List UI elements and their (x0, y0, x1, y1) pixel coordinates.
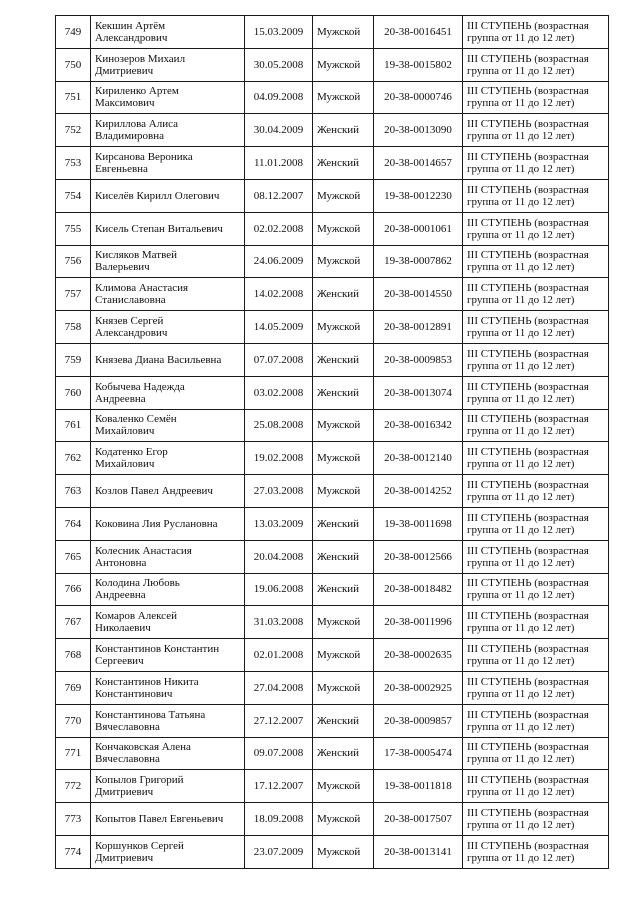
birth-date-cell: 31.03.2008 (245, 606, 313, 639)
level-cell (463, 376, 609, 409)
level-cell-line: группа от 11 до 12 лет) (467, 655, 575, 668)
level-cell-line: группа от 11 до 12 лет) (467, 327, 575, 340)
level-cell (463, 409, 609, 442)
level-cell-line: группа от 11 до 12 лет) (467, 786, 575, 799)
full-name-cell-line: Копылов Григорий (95, 774, 184, 787)
birth-date-cell: 19.02.2008 (245, 442, 313, 475)
full-name-cell-line: Кирсанова Вероника (95, 151, 193, 164)
row-number-cell: 749 (56, 16, 91, 49)
full-name-cell-line: Александрович (95, 31, 168, 44)
gender-cell: Мужской (313, 803, 374, 836)
full-name-cell-line: Кончаковская Алена (95, 741, 191, 754)
full-name-cell-line: Дмитриевич (95, 851, 154, 864)
table-row (56, 245, 609, 278)
table-row (56, 573, 609, 606)
row-number-cell: 752 (56, 114, 91, 147)
full-name-cell-line: Кисель Степан Витальевич (95, 222, 223, 235)
row-number-cell: 765 (56, 540, 91, 573)
level-cell-line: III СТУПЕНЬ (возрастная (467, 774, 589, 787)
full-name-cell-line: Комаров Алексей (95, 610, 177, 623)
birth-date-cell: 03.02.2008 (245, 376, 313, 409)
full-name-cell (91, 803, 245, 836)
level-cell (463, 475, 609, 508)
level-cell-line: III СТУПЕНЬ (возрастная (467, 315, 589, 328)
birth-date-cell: 18.09.2008 (245, 803, 313, 836)
full-name-cell-line: Николаевич (95, 622, 151, 635)
birth-date-cell: 09.07.2008 (245, 737, 313, 770)
level-cell-line: III СТУПЕНЬ (возрастная (467, 183, 589, 196)
gender-cell: Женский (313, 114, 374, 147)
table-row (56, 606, 609, 639)
full-name-cell (91, 507, 245, 540)
birth-date-cell: 27.12.2007 (245, 704, 313, 737)
level-cell-line: III СТУПЕНЬ (возрастная (467, 577, 589, 590)
full-name-cell-line: Константинов Никита (95, 675, 199, 688)
full-name-cell-line: Колесник Анастасия (95, 544, 192, 557)
level-cell-line: III СТУПЕНЬ (возрастная (467, 446, 589, 459)
uin-cell: 19-38-0011818 (374, 770, 463, 803)
full-name-cell (91, 147, 245, 180)
full-name-cell-line: Максимович (95, 97, 155, 110)
birth-date-cell: 02.02.2008 (245, 212, 313, 245)
level-cell (463, 671, 609, 704)
birth-date-cell: 11.01.2008 (245, 147, 313, 180)
birth-date-cell: 25.08.2008 (245, 409, 313, 442)
full-name-cell (91, 343, 245, 376)
level-cell (463, 737, 609, 770)
row-number-cell: 766 (56, 573, 91, 606)
birth-date-cell: 24.06.2009 (245, 245, 313, 278)
full-name-cell-line: Князева Диана Васильевна (95, 353, 222, 366)
full-name-cell-line: Кекшин Артём (95, 19, 166, 32)
table-row (56, 540, 609, 573)
full-name-cell-line: Станиславовна (95, 294, 166, 307)
full-name-cell (91, 278, 245, 311)
row-number-cell: 755 (56, 212, 91, 245)
uin-cell: 20-38-0012566 (374, 540, 463, 573)
uin-cell: 20-38-0011996 (374, 606, 463, 639)
full-name-cell (91, 311, 245, 344)
full-name-cell (91, 737, 245, 770)
full-name-cell (91, 376, 245, 409)
level-cell (463, 639, 609, 672)
full-name-cell-line: Михайлович (95, 458, 155, 471)
gender-cell: Мужской (313, 606, 374, 639)
level-cell-line: группа от 11 до 12 лет) (467, 163, 575, 176)
uin-cell: 20-38-0016451 (374, 16, 463, 49)
uin-cell: 20-38-0009857 (374, 704, 463, 737)
level-cell-line: III СТУПЕНЬ (возрастная (467, 544, 589, 557)
level-cell-line: III СТУПЕНЬ (возрастная (467, 479, 589, 492)
uin-cell: 20-38-0002635 (374, 639, 463, 672)
birth-date-cell: 15.03.2009 (245, 16, 313, 49)
full-name-cell-line: Сергеевич (95, 655, 144, 668)
row-number-cell: 763 (56, 475, 91, 508)
level-cell-line: III СТУПЕНЬ (возрастная (467, 741, 589, 754)
full-name-cell-line: Коковина Лия Руслановна (95, 517, 218, 530)
full-name-cell-line: Вячеславовна (95, 720, 160, 733)
row-number-cell: 759 (56, 343, 91, 376)
table-row (56, 442, 609, 475)
level-cell-line: III СТУПЕНЬ (возрастная (467, 216, 589, 229)
birth-date-cell: 14.05.2009 (245, 311, 313, 344)
level-cell-line: III СТУПЕНЬ (возрастная (467, 282, 589, 295)
table-row (56, 803, 609, 836)
uin-cell: 19-38-0007862 (374, 245, 463, 278)
full-name-cell-line: Кобычева Надежда (95, 380, 185, 393)
table-row (56, 770, 609, 803)
participants-table-body (56, 16, 609, 869)
full-name-cell-line: Копытов Павел Евгеньевич (95, 813, 224, 826)
table-row (56, 671, 609, 704)
gender-cell: Мужской (313, 409, 374, 442)
full-name-cell-line: Валерьевич (95, 261, 150, 274)
birth-date-cell: 27.04.2008 (245, 671, 313, 704)
full-name-cell-line: Коваленко Семён (95, 413, 177, 426)
row-number-cell: 751 (56, 81, 91, 114)
full-name-cell (91, 475, 245, 508)
level-cell-line: III СТУПЕНЬ (возрастная (467, 511, 589, 524)
full-name-cell-line: Климова Анастасия (95, 282, 189, 295)
gender-cell: Женский (313, 507, 374, 540)
level-cell (463, 770, 609, 803)
full-name-cell (91, 671, 245, 704)
full-name-cell (91, 639, 245, 672)
level-cell-line: группа от 11 до 12 лет) (467, 589, 575, 602)
full-name-cell-line: Кириленко Артем (95, 85, 179, 98)
full-name-cell-line: Кодатенко Егор (95, 446, 168, 459)
row-number-cell: 762 (56, 442, 91, 475)
table-row (56, 278, 609, 311)
gender-cell: Мужской (313, 835, 374, 868)
full-name-cell-line: Князев Сергей (95, 315, 164, 328)
uin-cell: 20-38-0001061 (374, 212, 463, 245)
level-cell (463, 278, 609, 311)
full-name-cell-line: Антоновна (95, 556, 147, 569)
level-cell-line: III СТУПЕНЬ (возрастная (467, 118, 589, 131)
gender-cell: Женский (313, 737, 374, 770)
birth-date-cell: 07.07.2008 (245, 343, 313, 376)
full-name-cell-line: Кириллова Алиса (95, 118, 178, 131)
uin-cell: 20-38-0013074 (374, 376, 463, 409)
uin-cell: 19-38-0012230 (374, 179, 463, 212)
row-number-cell: 758 (56, 311, 91, 344)
gender-cell: Мужской (313, 48, 374, 81)
level-cell (463, 147, 609, 180)
level-cell-line: группа от 11 до 12 лет) (467, 31, 575, 44)
full-name-cell (91, 442, 245, 475)
level-cell-line: III СТУПЕНЬ (возрастная (467, 249, 589, 262)
level-cell-line: III СТУПЕНЬ (возрастная (467, 52, 589, 65)
uin-cell: 20-38-0014657 (374, 147, 463, 180)
full-name-cell (91, 835, 245, 868)
row-number-cell: 754 (56, 179, 91, 212)
level-cell-line: III СТУПЕНЬ (возрастная (467, 85, 589, 98)
level-cell-line: группа от 11 до 12 лет) (467, 228, 575, 241)
full-name-cell-line: Константинов Константин (95, 643, 220, 656)
level-cell (463, 343, 609, 376)
level-cell-line: группа от 11 до 12 лет) (467, 491, 575, 504)
level-cell (463, 442, 609, 475)
table-row (56, 81, 609, 114)
level-cell (463, 311, 609, 344)
level-cell (463, 803, 609, 836)
uin-cell: 20-38-0013141 (374, 835, 463, 868)
full-name-cell-line: Евгеньевна (95, 163, 148, 176)
gender-cell: Женский (313, 376, 374, 409)
level-cell (463, 507, 609, 540)
table-row (56, 114, 609, 147)
level-cell-line: группа от 11 до 12 лет) (467, 425, 575, 438)
table-row (56, 179, 609, 212)
participants-table (55, 15, 609, 869)
level-cell-line: группа от 11 до 12 лет) (467, 261, 575, 274)
birth-date-cell: 20.04.2008 (245, 540, 313, 573)
table-row (56, 16, 609, 49)
gender-cell: Женский (313, 573, 374, 606)
level-cell-line: группа от 11 до 12 лет) (467, 819, 575, 832)
gender-cell: Мужской (313, 16, 374, 49)
level-cell (463, 606, 609, 639)
uin-cell: 20-38-0014252 (374, 475, 463, 508)
row-number-cell: 773 (56, 803, 91, 836)
row-number-cell: 767 (56, 606, 91, 639)
full-name-cell-line: Кисляков Матвей (95, 249, 177, 262)
uin-cell: 17-38-0005474 (374, 737, 463, 770)
full-name-cell (91, 179, 245, 212)
level-cell (463, 179, 609, 212)
level-cell-line: группа от 11 до 12 лет) (467, 130, 575, 143)
full-name-cell-line: Дмитриевич (95, 64, 154, 77)
row-number-cell: 761 (56, 409, 91, 442)
row-number-cell: 769 (56, 671, 91, 704)
full-name-cell (91, 48, 245, 81)
uin-cell: 20-38-0014550 (374, 278, 463, 311)
level-cell (463, 212, 609, 245)
uin-cell: 20-38-0012140 (374, 442, 463, 475)
gender-cell: Мужской (313, 212, 374, 245)
full-name-cell (91, 770, 245, 803)
level-cell-line: группа от 11 до 12 лет) (467, 64, 575, 77)
level-cell (463, 704, 609, 737)
level-cell-line: группа от 11 до 12 лет) (467, 97, 575, 110)
birth-date-cell: 08.12.2007 (245, 179, 313, 212)
row-number-cell: 774 (56, 835, 91, 868)
birth-date-cell: 17.12.2007 (245, 770, 313, 803)
row-number-cell: 760 (56, 376, 91, 409)
gender-cell: Мужской (313, 179, 374, 212)
full-name-cell (91, 540, 245, 573)
row-number-cell: 753 (56, 147, 91, 180)
gender-cell: Мужской (313, 475, 374, 508)
table-row (56, 147, 609, 180)
level-cell (463, 48, 609, 81)
full-name-cell-line: Андреевна (95, 392, 146, 405)
level-cell-line: группа от 11 до 12 лет) (467, 458, 575, 471)
level-cell-line: группа от 11 до 12 лет) (467, 556, 575, 569)
gender-cell: Мужской (313, 311, 374, 344)
gender-cell: Женский (313, 540, 374, 573)
table-row (56, 704, 609, 737)
full-name-cell (91, 16, 245, 49)
uin-cell: 20-38-0017507 (374, 803, 463, 836)
level-cell (463, 573, 609, 606)
full-name-cell (91, 409, 245, 442)
row-number-cell: 750 (56, 48, 91, 81)
table-row (56, 639, 609, 672)
level-cell-line: группа от 11 до 12 лет) (467, 392, 575, 405)
full-name-cell (91, 573, 245, 606)
birth-date-cell: 14.02.2008 (245, 278, 313, 311)
uin-cell: 20-38-0002925 (374, 671, 463, 704)
level-cell-line: III СТУПЕНЬ (возрастная (467, 380, 589, 393)
gender-cell: Женский (313, 278, 374, 311)
full-name-cell (91, 245, 245, 278)
level-cell-line: III СТУПЕНЬ (возрастная (467, 413, 589, 426)
uin-cell: 20-38-0018482 (374, 573, 463, 606)
table-row (56, 212, 609, 245)
level-cell-line: группа от 11 до 12 лет) (467, 753, 575, 766)
gender-cell: Женский (313, 704, 374, 737)
uin-cell: 19-38-0011698 (374, 507, 463, 540)
uin-cell: 20-38-0016342 (374, 409, 463, 442)
level-cell-line: группа от 11 до 12 лет) (467, 294, 575, 307)
table-row (56, 376, 609, 409)
full-name-cell-line: Александрович (95, 327, 168, 340)
full-name-cell-line: Козлов Павел Андреевич (95, 485, 213, 498)
birth-date-cell: 13.03.2009 (245, 507, 313, 540)
full-name-cell (91, 606, 245, 639)
full-name-cell-line: Константинович (95, 687, 173, 700)
level-cell-line: III СТУПЕНЬ (возрастная (467, 151, 589, 164)
uin-cell: 20-38-0009853 (374, 343, 463, 376)
full-name-cell (91, 704, 245, 737)
full-name-cell-line: Дмитриевич (95, 786, 154, 799)
level-cell-line: группа от 11 до 12 лет) (467, 720, 575, 733)
level-cell-line: III СТУПЕНЬ (возрастная (467, 675, 589, 688)
level-cell (463, 835, 609, 868)
gender-cell: Мужской (313, 671, 374, 704)
gender-cell: Мужской (313, 770, 374, 803)
full-name-cell-line: Михайлович (95, 425, 155, 438)
level-cell (463, 81, 609, 114)
full-name-cell-line: Андреевна (95, 589, 146, 602)
level-cell-line: III СТУПЕНЬ (возрастная (467, 807, 589, 820)
level-cell (463, 540, 609, 573)
level-cell-line: III СТУПЕНЬ (возрастная (467, 708, 589, 721)
level-cell-line: III СТУПЕНЬ (возрастная (467, 610, 589, 623)
level-cell-line: группа от 11 до 12 лет) (467, 851, 575, 864)
row-number-cell: 757 (56, 278, 91, 311)
level-cell-line: группа от 11 до 12 лет) (467, 195, 575, 208)
level-cell-line: III СТУПЕНЬ (возрастная (467, 19, 589, 32)
full-name-cell-line: Колодина Любовь (95, 577, 180, 590)
row-number-cell: 771 (56, 737, 91, 770)
level-cell-line: III СТУПЕНЬ (возрастная (467, 347, 589, 360)
gender-cell: Мужской (313, 245, 374, 278)
row-number-cell: 756 (56, 245, 91, 278)
table-row (56, 835, 609, 868)
table-row (56, 475, 609, 508)
gender-cell: Мужской (313, 442, 374, 475)
level-cell-line: группа от 11 до 12 лет) (467, 359, 575, 372)
full-name-cell (91, 212, 245, 245)
birth-date-cell: 19.06.2008 (245, 573, 313, 606)
table-row (56, 48, 609, 81)
gender-cell: Мужской (313, 639, 374, 672)
table-row (56, 409, 609, 442)
birth-date-cell: 30.04.2009 (245, 114, 313, 147)
table-row (56, 507, 609, 540)
level-cell (463, 114, 609, 147)
row-number-cell: 764 (56, 507, 91, 540)
level-cell-line: группа от 11 до 12 лет) (467, 687, 575, 700)
full-name-cell (91, 114, 245, 147)
level-cell (463, 245, 609, 278)
gender-cell: Женский (313, 147, 374, 180)
table-row (56, 737, 609, 770)
row-number-cell: 768 (56, 639, 91, 672)
uin-cell: 19-38-0015802 (374, 48, 463, 81)
birth-date-cell: 04.09.2008 (245, 81, 313, 114)
birth-date-cell: 23.07.2009 (245, 835, 313, 868)
level-cell-line: группа от 11 до 12 лет) (467, 622, 575, 635)
level-cell-line: III СТУПЕНЬ (возрастная (467, 839, 589, 852)
full-name-cell-line: Коршунков Сергей (95, 839, 184, 852)
gender-cell: Мужской (313, 81, 374, 114)
birth-date-cell: 30.05.2008 (245, 48, 313, 81)
row-number-cell: 772 (56, 770, 91, 803)
level-cell (463, 16, 609, 49)
full-name-cell-line: Киселёв Кирилл Олегович (95, 189, 220, 202)
gender-cell: Женский (313, 343, 374, 376)
table-row (56, 343, 609, 376)
uin-cell: 20-38-0000746 (374, 81, 463, 114)
table-row (56, 311, 609, 344)
birth-date-cell: 02.01.2008 (245, 639, 313, 672)
full-name-cell-line: Владимировна (95, 130, 165, 143)
uin-cell: 20-38-0013090 (374, 114, 463, 147)
full-name-cell-line: Вячеславовна (95, 753, 160, 766)
row-number-cell: 770 (56, 704, 91, 737)
level-cell-line: группа от 11 до 12 лет) (467, 523, 575, 536)
full-name-cell-line: Константинова Татьяна (95, 708, 206, 721)
full-name-cell-line: Кинозеров Михаил (95, 52, 186, 65)
full-name-cell (91, 81, 245, 114)
birth-date-cell: 27.03.2008 (245, 475, 313, 508)
level-cell-line: III СТУПЕНЬ (возрастная (467, 643, 589, 656)
uin-cell: 20-38-0012891 (374, 311, 463, 344)
